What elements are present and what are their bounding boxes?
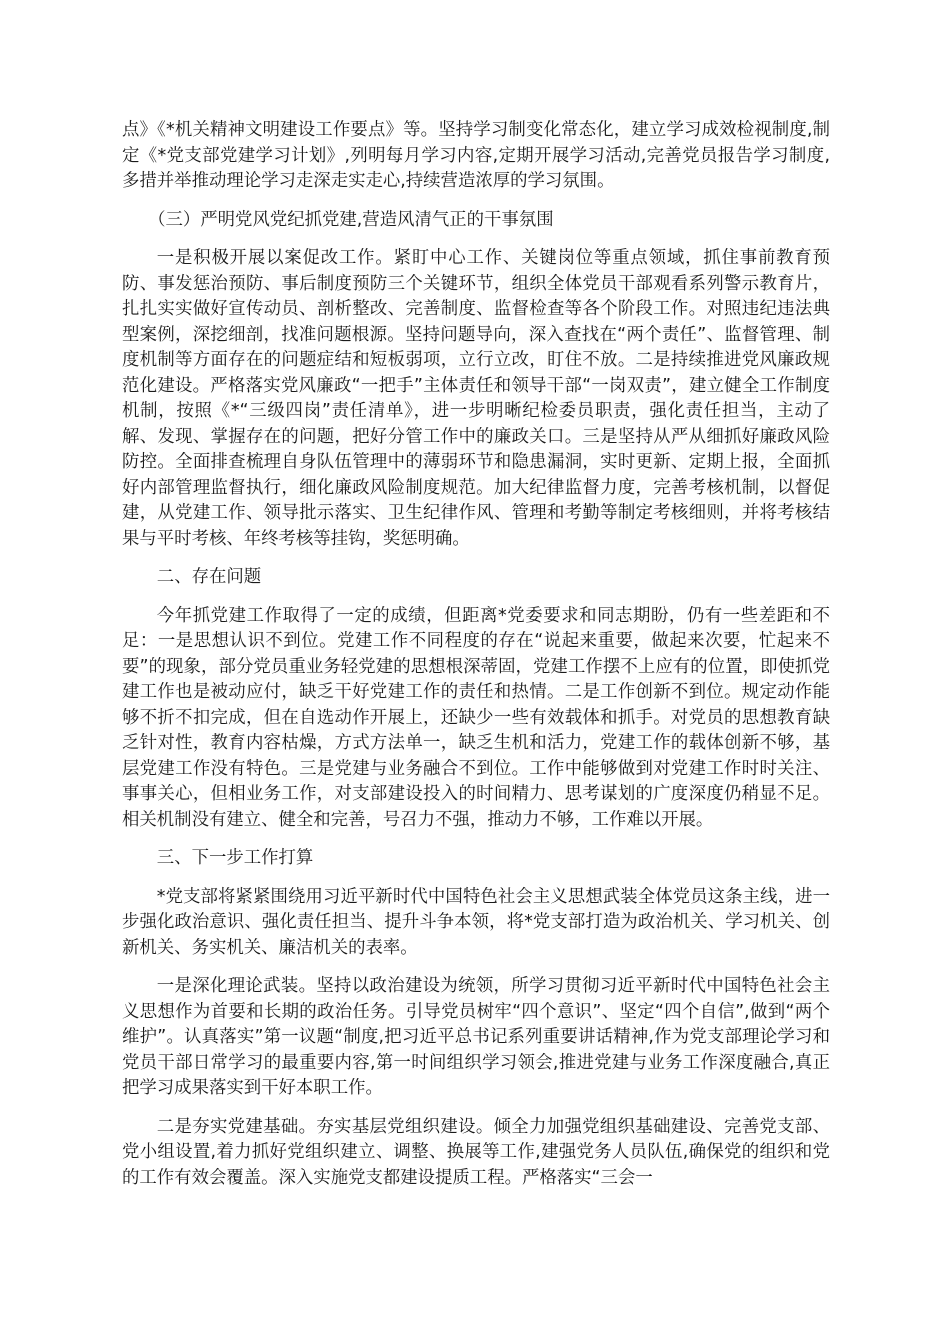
paragraph-integrity-work: 一是积极开展以案促改工作。紧盯中心工作、关键岗位等重点领域，抓住事前教育预防、事发惩治预防、事后制度预防三个关键环节，组织全体党员干部观看系列警示教育片，扎扎实实做好宣传动员、剖析整改、完善制度、监督检查等各个阶段工作。对照违纪违法典型案例，深挖细剖，找准问题根源。坚持问题导向，深入查找在“两个责任”、监督管理、制度机制等方面存在的问题症结和短板弱项，立行立改，盯住不放。二是持续推进党风廉政规范化建设。严格落实党风廉政“一把手”主体责任和领导干部“一岗双责”，建立健全工作制度机制，按照《*“三级四岗”责任清单》，进一步明晰纪检委员职责，强化责任担当，主动了解、发现、掌握存在的问题，把好分管工作中的廉政关口。三是坚持从严从细抓好廉政风险防控。全面排查梳理自身队伍管理中的薄弱环节和隐患漏洞，实时更新、定期上报，全面抓好内部管理监督执行，细化廉政风险制度规范。加大纪律监督力度，完善考核机制，以督促建，从党建工作、领导批示落实、卫生纪律作风、管理和考勤等制定考核细则，并将考核结果与平时考核、年终考核等挂钩，奖惩明确。 <box>122 248 830 549</box>
paragraph-theory: 一是深化理论武装。坚持以政治建设为统领，所学习贯彻习近平新时代中国特色社会主义思想作为首要和长期的政治任务。引导党员树牢“四个意识”、坚定“四个自信”,做到“两个维护”。认真落实”第一议题“制度,把习近平总书记系列重要讲话精神,作为党支部理论学习和党员干部日常学习的最重要内容,第一时间组织学习领会,推进党建与业务工作深度融合,真正把学习成果落实到干好本职工作。 <box>122 976 830 1098</box>
section-heading-next-steps: 三、下一步工作打算 <box>156 848 314 868</box>
paragraph-problems: 今年抓党建工作取得了一定的成绩，但距离*党委要求和同志期盼，仍有一些差距和不足：一是思想认识不到位。党建工作不同程度的存在“说起来重要，做起来次要，忙起来不要”的现象，部分党员重业务轻党建的思想根深蒂固，党建工作摆不上应有的位置，即使抓党建工作也是被动应付，缺乏干好党建工作的责任和热情。二是工作创新不到位。规定动作能够不折不扣完成，但在自选动作开展上，还缺少一些有效载体和抓手。对党员的思想教育缺乏针对性，教育内容枯燥，方式方法单一，缺乏生机和活力，党建工作的载体创新不够，基层党建工作没有特色。三是党建与业务融合不到位。工作中能够做到对党建工作时时关注、事事关心，但相业务工作，对支部建设投入的时间精力、思考谋划的广度深度仍稍显不足。相关机制没有建立、健全和完善，号召力不强，推动力不够，工作难以开展。 <box>122 605 830 830</box>
section-heading-problems: 二、存在问题 <box>156 567 262 587</box>
sub-heading-three: （三）严明党风党纪抓党建,营造风清气正的干事氛围 <box>148 209 554 230</box>
paragraph-foundation: 二是夯实党建基础。夯实基层党组织建设。倾全力加强党组织基础建设、完善党支部、党小组设置,着力抓好党组织建立、调整、换展等工作,建强党务人员队伍,确保党的组织和党的工作有效会覆盖。深入实施党支都建设提质工程。严格落实“三会一 <box>122 1116 830 1188</box>
paragraph-main-line: *党支部将紧紧围绕用习近平新时代中国特色社会主义思想武装全体党员这条主线，进一步强化政治意识、强化责任担当、提升斗争本领，将*党支部打造为政治机关、学习机关、创新机关、务实机关、廉洁机关的表率。 <box>122 886 830 958</box>
paragraph-continued: 点》《*机关精神文明建设工作要点》等。坚持学习制变化常态化，建立学习成效检视制度,制定《*党支部党建学习计划》,列明每月学习内容,定期开展学习活动,完善党员报告学习制度,多措并举推动理论学习走深走实走心,持续营造浓厚的学习氛围。 <box>122 120 830 191</box>
document-page <box>122 118 830 1204</box>
